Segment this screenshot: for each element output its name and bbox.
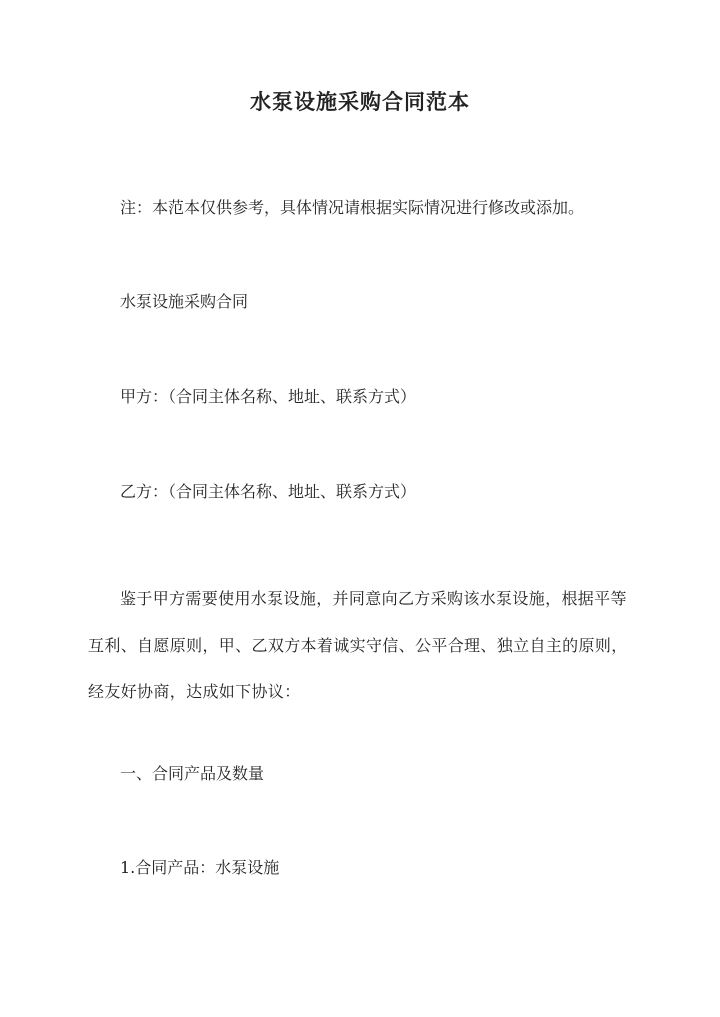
party-b: 乙方：（合同主体名称、地址、联系方式）	[120, 482, 417, 501]
document-title: 水泵设施采购合同范本	[250, 89, 470, 114]
contract-name: 水泵设施采购合同	[120, 292, 249, 311]
note-text: 注：本范本仅供参考，具体情况请根据实际情况进行修改或添加。	[120, 198, 585, 217]
section-1-heading: 一、合同产品及数量	[120, 764, 265, 783]
item-1-1: 1.合同产品：水泵设施	[120, 858, 280, 877]
party-a: 甲方：（合同主体名称、地址、联系方式）	[120, 387, 417, 406]
preamble-paragraph: 鉴于甲方需要使用水泵设施，并同意向乙方采购该水泵设施，根据平等互利、自愿原则，甲、乙双方本着诚实守信、公平合理、独立自主的原则，经友好协商，达成如下协议：	[88, 589, 628, 701]
